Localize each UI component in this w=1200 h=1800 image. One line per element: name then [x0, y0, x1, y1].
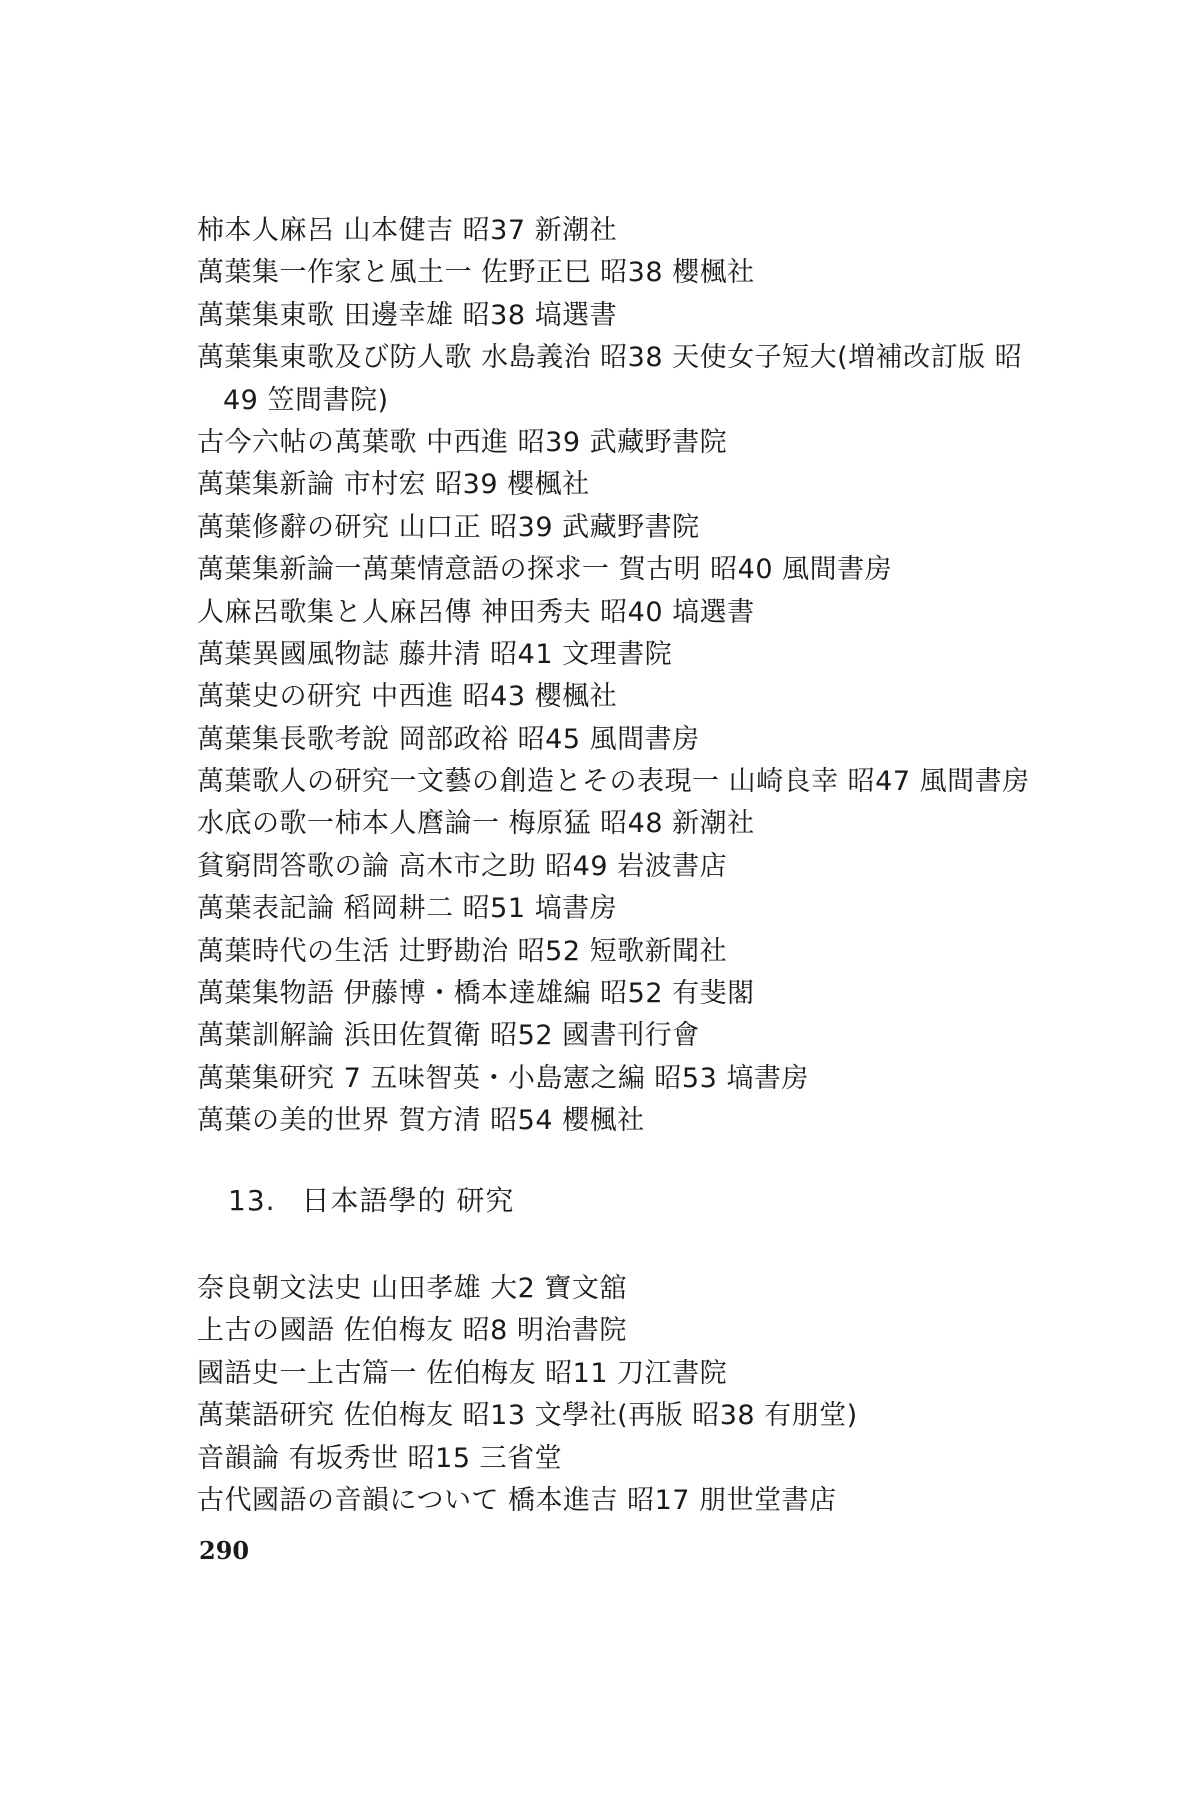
bibliography-entry: 奈良朝文法史 山田孝雄 大2 寶文舘 [197, 1273, 627, 1304]
bibliography-list-japanese-linguistics [197, 1268, 1097, 1522]
bibliography-entry: 萬葉時代の生活 辻野勘治 昭52 短歌新聞社 [197, 935, 728, 967]
bibliography-entry: 水底の歌一柿本人麿論一 梅原猛 昭48 新潮社 [197, 808, 755, 840]
bibliography-entry-continuation: 49 笠間書院) [223, 384, 389, 416]
bibliography-entry: 萬葉異國風物誌 藤井清 昭41 文理書院 [197, 638, 673, 670]
bibliography-entry: 萬葉集物語 伊藤博・橋本達雄編 昭52 有斐閣 [197, 978, 755, 1010]
bibliography-entry: 柿本人麻呂 山本健吉 昭37 新潮社 [197, 215, 618, 246]
bibliography-entry: 萬葉集一作家と風土一 佐野正巳 昭38 櫻楓社 [197, 257, 755, 289]
bibliography-entry: 萬葉語研究 佐伯梅友 昭13 文學社(再版 昭38 有朋堂) [197, 1400, 858, 1432]
bibliography-entry: 人麻呂歌集と人麻呂傳 神田秀夫 昭40 塙選書 [197, 596, 755, 628]
bibliography-entry: 萬葉表記論 稻岡耕二 昭51 塙書房 [197, 893, 618, 925]
bibliography-entry: 萬葉集研究 7 五味智英・小島憲之編 昭53 塙書房 [197, 1062, 809, 1094]
bibliography-entry: 萬葉集東歌及び防人歌 水島義治 昭38 天使女子短大(増補改訂版 昭 [197, 342, 1023, 374]
section-number: 13. [228, 1184, 276, 1217]
bibliography-entry: 萬葉集長歌考說 岡部政裕 昭45 風間書房 [197, 723, 700, 755]
bibliography-entry: 萬葉集新論 市村宏 昭39 櫻楓社 [197, 469, 590, 501]
bibliography-entry: 萬葉集東歌 田邊幸雄 昭38 塙選書 [197, 299, 618, 331]
bibliography-entry: 萬葉史の研究 中西進 昭43 櫻楓社 [197, 681, 618, 713]
bibliography-entry: 國語史一上古篇一 佐伯梅友 昭11 刀江書院 [197, 1357, 728, 1389]
bibliography-entry: 古今六帖の萬葉歌 中西進 昭39 武藏野書院 [197, 426, 728, 458]
bibliography-entry: 萬葉の美的世界 賀方清 昭54 櫻楓社 [197, 1105, 645, 1137]
bibliography-entry: 萬葉訓解論 浜田佐賀衛 昭52 國書刊行會 [197, 1020, 700, 1052]
bibliography-entry: 古代國語の音韻について 橋本進吉 昭17 朋世堂書店 [197, 1484, 837, 1516]
bibliography-entry: 貧窮問答歌の論 高木市之助 昭49 岩波書店 [197, 850, 728, 882]
bibliography-entry: 音韻論 有坂秀世 昭15 三省堂 [197, 1442, 563, 1474]
bibliography-entry: 萬葉修辭の研究 山口正 昭39 武藏野書院 [197, 511, 700, 543]
page-number: 290 [199, 1536, 250, 1565]
bibliography-entry: 萬葉集新論一萬葉情意語の探求一 賀古明 昭40 風間書房 [197, 554, 893, 586]
bibliography-list-manyoshu [197, 210, 1097, 1143]
section-title: 日本語學的 研究 [301, 1184, 515, 1217]
section-heading [228, 1178, 514, 1224]
bibliography-entry: 上古の國語 佐伯梅友 昭8 明治書院 [197, 1315, 627, 1347]
bibliography-entry: 萬葉歌人の研究一文藝の創造とその表現一 山崎良幸 昭47 風間書房 [197, 766, 1030, 798]
